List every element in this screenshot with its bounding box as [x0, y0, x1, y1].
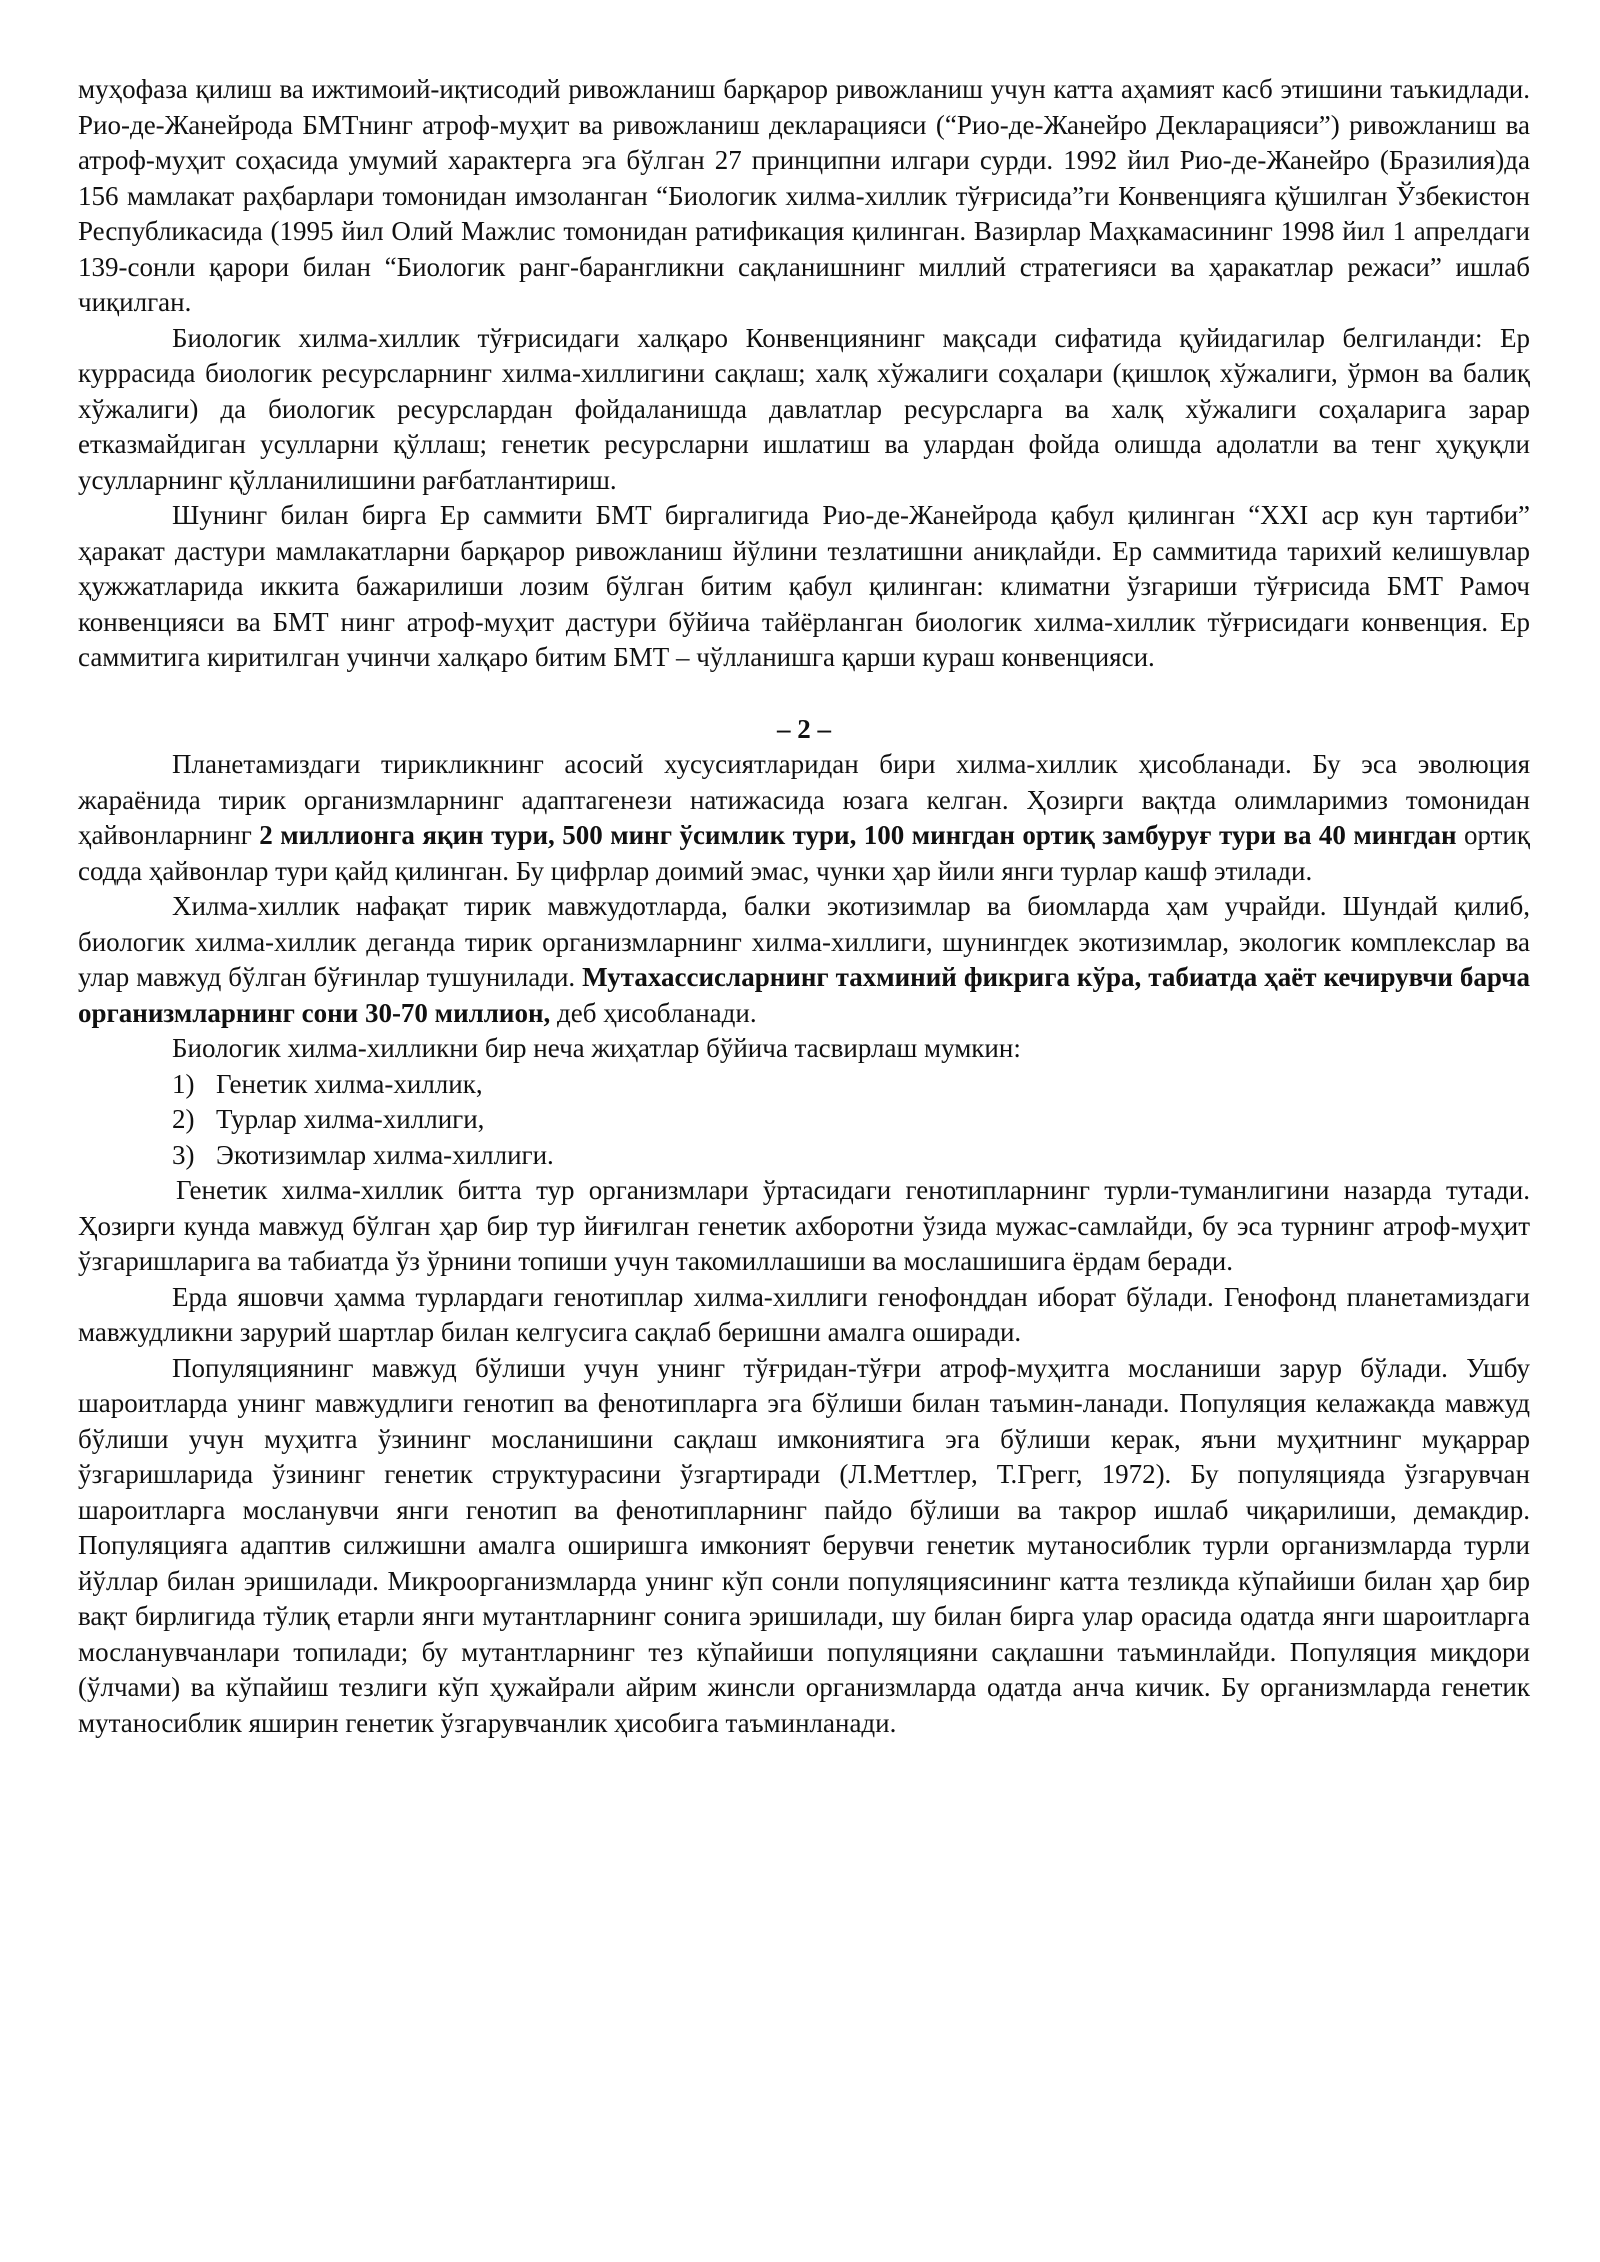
paragraph-population: Популяциянинг мавжуд бўлиши учун унинг тўғридан-тўғри атроф-муҳитга мосланиши зарур бўлади. Ушбу шароитларда унинг мавжудлиги генотип ва фенотипларга эга бўлиши билан таъмин-ланади. Популяция келажакда мавжуд бўлиши учун муҳитга ўзининг мосланишини сақлаш имкониятига эга бўлиши керак, яъни муҳитнинг муқаррар ўзгаришларида ўзининг генетик структурасини ўзгартиради (Л.Меттлер, Т.Грегг, 1972). Бу популяцияда ўзгарувчан шароитларга мосланувчи янги генотип ва фенотипларнинг пайдо бўлиши ва такрор ишлаб чиқарилиши, демакдир. Популяцияга адаптив силжишни амалга оширишга имконият берувчи генетик мутаносиблик турли организмларда турли йўллар билан эришилади. Микроорганизмларда унинг кўп сонли популяциясининг катта тезликда кўпайиши билан ҳар бир вақт бирлигида тўлиқ етарли янги мутантларнинг сонига эришилади, шу билан бирга улар орасида одатда янги шароитларга мосланувчанлари топилади; бу мутантларнинг тез кўпайиши популяцияни сақлашни таъминлайди. Популяция миқдори (ўлчами) ва кўпайиш тезлиги кўп ҳужайрали айрим жинсли организмларда одатда анча кичик. Бу организмларда генетик мутаносиблик яширин генетик ўзгарувчанлик ҳисобига таъминланади. — [78, 1352, 1530, 1738]
paragraph-genetic-diversity: Генетик хилма-хиллик битта тур организмлари ўртасидаги генотипларнинг турли-туманлигини назарда тутади. Ҳозирги кунда мавжуд бўлган ҳар бир тур йиғилган генетик ахборотни ўзида мужас-самлайди, бу эса турнинг атроф-муҳит ўзгаришларига ва табиатда ўз ўрнини топиши учун такомиллашиши ва мослашишига ёрдам беради. — [78, 1175, 1530, 1276]
paragraph-text: деб ҳисобланади. — [550, 997, 757, 1028]
list-item-text: Турлар хилма-хиллиги, — [216, 1104, 485, 1134]
paragraph-rio-declaration: муҳофаза қилиш ва ижтимоий-иқтисодий ривожланиш барқарор ривожланиш учун катта аҳамият касб этишини таъкидлади. Рио-де-Жанейрода БМТнинг атроф-муҳит ва ривожланиш декларацияси (“Рио-де-Жанейро Декларацияси”) ривожланиш ва атроф-муҳит соҳасида умумий характерга эга бўлган 27 принципни илгари сурди. 1992 йил Рио-де-Жанейро (Бразилия)да 156 мамлакат раҳбарлари томонидан имзоланган “Биологик хилма-хиллик тўғрисида”ги Конвенцияга қўшилган Ўзбекистон Республикасида (1995 йил Олий Мажлис томонидан ратификация қилинган. Вазирлар Маҳкамасининг 1998 йил 1 апрелдаги 139-сонли қарори билан “Биологик ранг-барангликни сақланишнинг миллий стратегияси ва ҳаракатлар режаси” ишлаб чиқилган. — [78, 74, 1530, 317]
bold-emphasis: 2 миллионга яқин тури, 500 минг ўсимлик тури, 100 мингдан ортиқ замбуруғ тури ва 40 мингдан — [259, 820, 1457, 850]
paragraph-earth-summit: Шунинг билан бирга Ер саммити БМТ биргалигида Рио-де-Жанейрода қабул қилинган “XXI аср кун тартиби” ҳаракат дастури мамлакатларни барқарор ривожланиш йўлини тезлатишни аниқлайди. Ер саммитида тарихий келишувлар ҳужжатларида иккита бажарилиши лозим бўлган битим қабул қилинган: климатни ўзгариши тўғрисида БМТ Рамоч конвенцияси ва БМТ нинг атроф-муҳит дастури бўйича тайёрланган биологик хилма-хиллик тўғрисидаги конвенция. Ер саммитига киритилган учинчи халқаро битим БМТ – чўлланишга қарши кураш конвенцияси. — [78, 500, 1530, 672]
paragraph-text: ортиқ содда ҳайвонлар тури қайд қилинган. Бу цифрлар доимий эмас, чунки ҳар йили янги турлар кашф этилади. — [78, 820, 1531, 886]
list-item — [78, 1067, 1530, 1103]
document-page — [78, 72, 1530, 1741]
list-item — [78, 1102, 1530, 1138]
paragraph-text: Планетамиздаги тирикликнинг асосий хусусиятларидан бири хилма-хиллик ҳисобланади. Бу эса эволюция жараёнида тирик организмларнинг адаптагенези натижасида юзага келган. Ҳозирги вақтда олимларимиз томонидан ҳайвонларнинг — [78, 749, 1530, 850]
list-item-number: 2) — [172, 1104, 195, 1134]
paragraph-planet-diversity — [78, 747, 1530, 889]
bold-emphasis: Мутахассисларнинг тахминий фикрига кўра, табиатда ҳаёт кечирувчи барча организмларнинг сони 30-70 миллион, — [78, 962, 1531, 1028]
list-item-text: Экотизимлар хилма-хиллиги. — [216, 1139, 554, 1170]
paragraph-text: Хилма-хиллик нафақат тирик мавжудотларда, балки экотизимлар ва биомларда ҳам учрайди. Шундай қилиб, биологик хилма-хиллик деганда тирик организмларнинг хилма-хиллиги, шунингдек экотизимлар, экологик комплекслар ва улар мавжуд бўлган бўғинлар тушунилади. — [78, 891, 1530, 992]
list-item-number: 3) — [172, 1139, 195, 1170]
diversity-types-list — [78, 1067, 1530, 1174]
paragraph-ecosystem-diversity — [78, 889, 1530, 1031]
section-number: – 2 – — [777, 713, 831, 744]
paragraph-convention-goals: Биологик хилма-хиллик тўғрисидаги халқаро Конвенциянинг мақсади сифатида қуйидагилар белгиланди: Ер куррасида биологик ресурсларнинг хилма-хиллигини сақлаш; халқ хўжалиги соҳалари (қишлоқ хўжалиги, ўрмон ва балиқ хўжалиги) да биологик ресурслардан фойдаланишда давлатлар ресурсларга ва халқ хўжалиги соҳаларига зарар етказмайдиган усулларни қўллаш; генетик ресурсларни ишлатиш ва улардан фойда олишда адолатли ва тенг ҳуқуқли усулларнинг қўлланилишини рағбатлантириш. — [78, 322, 1530, 495]
list-item-text: Генетик хилма-хиллик, — [216, 1068, 483, 1099]
list-intro: Биологик хилма-хилликни бир неча жиҳатлар бўйича тасвирлаш мумкин: — [172, 1033, 1021, 1063]
paragraph-genofond: Ерда яшовчи ҳамма турлардаги генотиплар хилма-хиллиги генофонддан иборат бўлади. Генофонд планетамиздаги мавжудликни зарурий шартлар билан келгусига сақлаб беришни амалга оширади. — [78, 1281, 1530, 1347]
list-item — [78, 1138, 1530, 1174]
list-item-number: 1) — [172, 1068, 195, 1099]
